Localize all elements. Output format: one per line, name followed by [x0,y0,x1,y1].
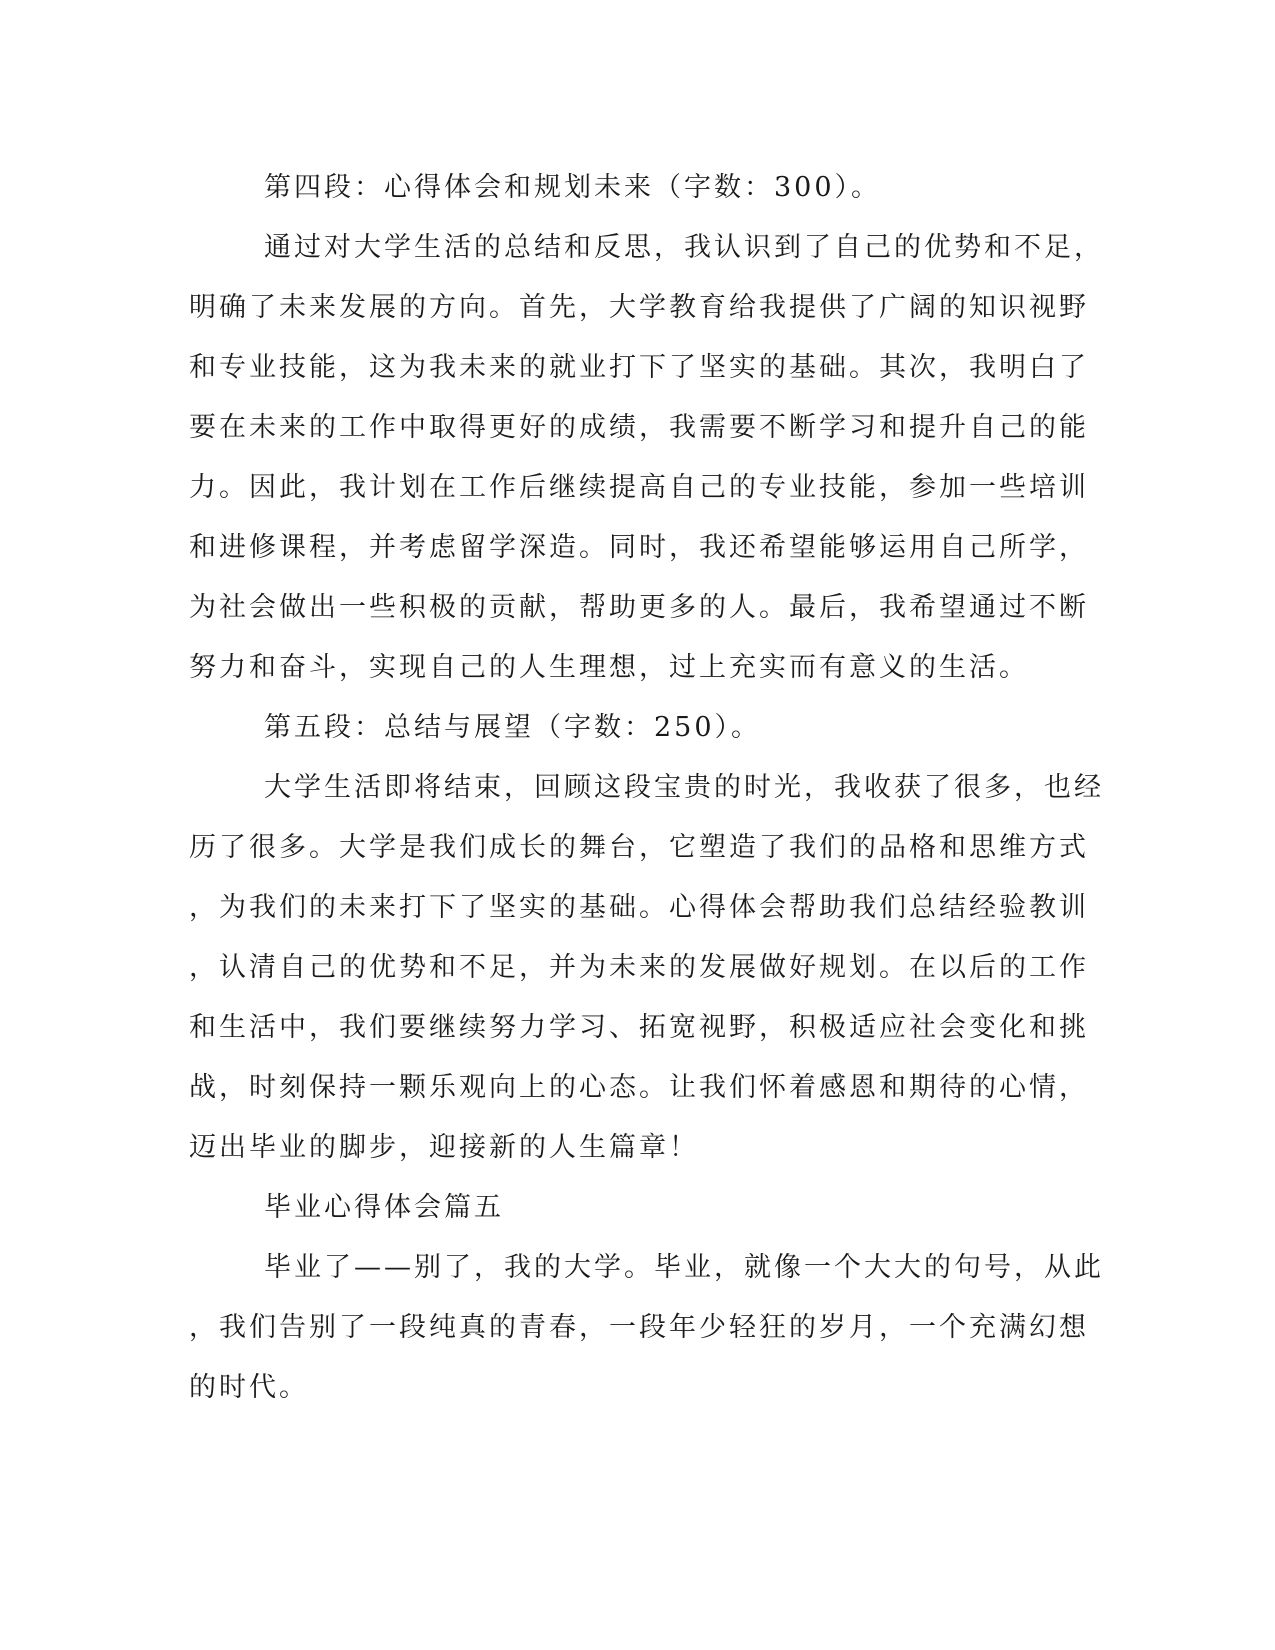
paragraph-line: 的时代。 [189,1372,309,1403]
paragraph-line: 为社会做出一些积极的贡献，帮助更多的人。最后，我希望通过不断 [189,592,1089,623]
paragraph-line: 和生活中，我们要继续努力学习、拓宽视野，积极适应社会变化和挑 [189,1012,1089,1043]
paragraph-line: ，我们告别了一段纯真的青春，一段年少轻狂的岁月，一个充满幻想 [189,1312,1089,1343]
section-heading-5: 第五段：总结与展望（字数：250）。 [264,712,762,743]
paragraph-line: ，为我们的未来打下了坚实的基础。心得体会帮助我们总结经验教训 [189,892,1089,923]
paragraph-line: 和专业技能，这为我未来的就业打下了坚实的基础。其次，我明白了 [189,352,1089,383]
paragraph-line: 迈出毕业的脚步，迎接新的人生篇章！ [189,1132,699,1163]
paragraph-line: 努力和奋斗，实现自己的人生理想，过上充实而有意义的生活。 [189,652,1029,683]
paragraph-line: 力。因此，我计划在工作后继续提高自己的专业技能，参加一些培训 [189,472,1089,503]
paragraph-line: 大学生活即将结束，回顾这段宝贵的时光，我收获了很多，也经 [264,772,1104,803]
paragraph-line: 历了很多。大学是我们成长的舞台，它塑造了我们的品格和思维方式 [189,832,1089,863]
article-title: 毕业心得体会篇五 [264,1192,504,1223]
paragraph-line: 战，时刻保持一颗乐观向上的心态。让我们怀着感恩和期待的心情， [189,1072,1089,1103]
paragraph-line: 通过对大学生活的总结和反思，我认识到了自己的优势和不足， [264,232,1104,263]
paragraph-line: 和进修课程，并考虑留学深造。同时，我还希望能够运用自己所学， [189,532,1089,563]
section-heading-4: 第四段：心得体会和规划未来（字数：300）。 [264,172,882,203]
paragraph-line: 毕业了——别了，我的大学。毕业，就像一个大大的句号，从此 [264,1252,1104,1283]
paragraph-line: 明确了未来发展的方向。首先，大学教育给我提供了广阔的知识视野 [189,292,1089,323]
paragraph-line: ，认清自己的优势和不足，并为未来的发展做好规划。在以后的工作 [189,952,1089,983]
paragraph-line: 要在未来的工作中取得更好的成绩，我需要不断学习和提升自己的能 [189,412,1089,443]
